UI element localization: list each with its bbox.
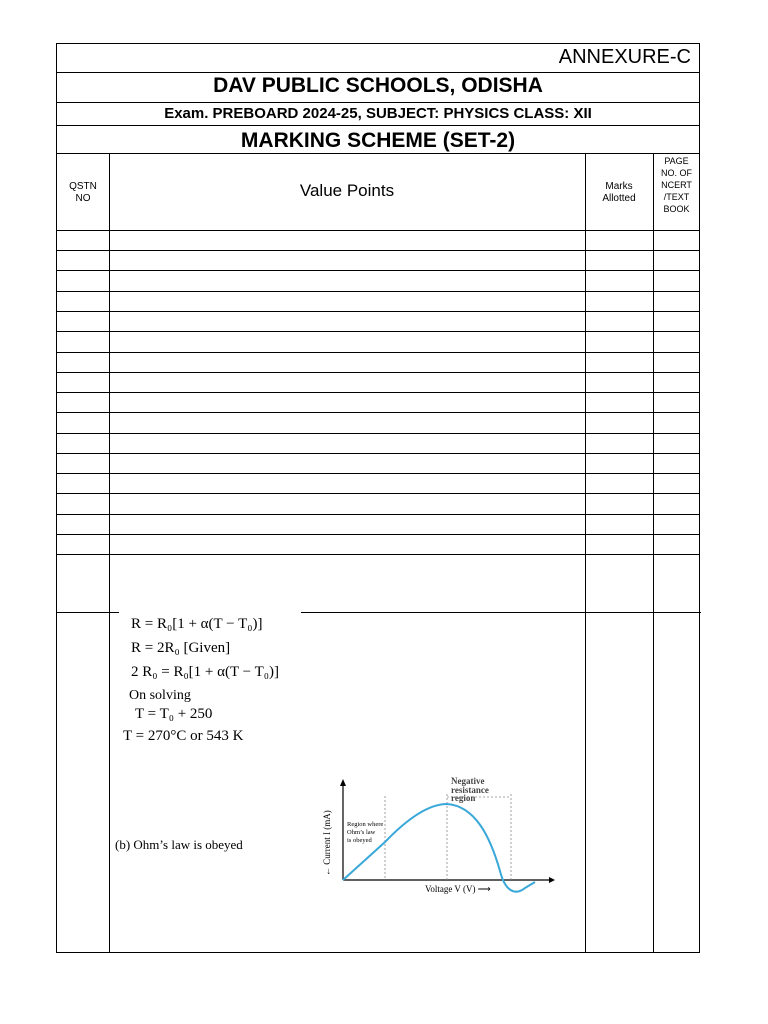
negative-region-label-line2: resistance — [451, 785, 489, 795]
col-value-points-header: Value Points — [299, 181, 395, 200]
table-row-line — [57, 453, 699, 454]
on-solving-text: On solving — [129, 688, 191, 703]
col-page-line3: NCERT — [661, 180, 692, 190]
table-row-line — [57, 554, 699, 555]
rule-school — [57, 102, 699, 103]
equation-given: R = 2R₀ [Given] — [131, 640, 231, 656]
rule-exam — [57, 125, 699, 126]
table-row-line — [57, 392, 699, 393]
col-divider-marks — [585, 153, 586, 953]
col-page-line5: BOOK — [663, 204, 690, 214]
col-qstn-line1: QSTN — [69, 181, 97, 192]
table-row-line — [57, 514, 699, 515]
table-row-line — [301, 612, 701, 613]
table-row-line — [57, 473, 699, 474]
table-row-line — [57, 250, 699, 251]
col-qstn-header — [57, 181, 109, 205]
col-page-line4: /TEXT — [663, 192, 690, 202]
equation-final-temperature: T = 270°C or 543 K — [123, 728, 244, 744]
exam-line: Exam. PREBOARD 2024-25, SUBJECT: PHYSICS CLASS: XII — [164, 105, 592, 122]
table-row-line — [57, 493, 699, 494]
col-page-header — [653, 155, 700, 215]
part-b-answer: (b) Ohm’s law is obeyed — [115, 837, 243, 852]
x-axis-label: Voltage V (V) ⟶ — [425, 884, 491, 894]
iv-curve — [343, 804, 535, 892]
x-axis-arrow-icon — [549, 877, 555, 883]
col-marks-line1: Marks — [605, 181, 633, 192]
scheme-title: MARKING SCHEME (SET-2) — [240, 129, 516, 152]
table-row-line — [57, 311, 699, 312]
table-row-line — [57, 612, 119, 613]
table-row-line — [57, 291, 699, 292]
rule-title — [57, 153, 699, 154]
col-divider-page — [653, 153, 654, 953]
marking-scheme-sheet — [56, 43, 700, 953]
table-row-line — [57, 372, 699, 373]
y-axis-arrow-icon — [340, 779, 346, 786]
col-marks-line2: Allotted — [602, 193, 636, 204]
table-row-line — [57, 352, 699, 353]
school-name: DAV PUBLIC SCHOOLS, ODISHA — [213, 74, 543, 97]
ohm-region-label-line2: Ohm’s law — [347, 829, 376, 836]
col-qstn-line2: NO — [75, 193, 91, 204]
table-row-line — [57, 412, 699, 413]
table-row-line — [57, 534, 699, 535]
col-page-line2: NO. OF — [661, 168, 692, 178]
negative-region-label-line3: region — [451, 793, 476, 803]
ohm-region-label-line1: Region where — [347, 821, 384, 828]
y-axis-label: ← Current I (mA) — [322, 810, 332, 876]
col-divider-qstn — [109, 153, 110, 953]
current-voltage-graph — [315, 776, 555, 896]
table-row-line — [57, 331, 699, 332]
rule-annexure — [57, 72, 699, 73]
annexure-label: ANNEXURE-C — [558, 46, 691, 68]
col-page-line1: PAGE — [664, 156, 689, 166]
equation-substituted: 2 R₀ = R₀[1 + α(T − T₀)] — [131, 664, 279, 680]
table-row-line — [57, 270, 699, 271]
table-row-line — [57, 230, 699, 231]
table-row-line — [57, 433, 699, 434]
equation-temperature-rise: T = T₀ + 250 — [135, 706, 213, 722]
equation-resistance-temperature: R = R₀[1 + α(T − T₀)] — [131, 616, 263, 632]
negative-region-label-line1: Negative — [451, 776, 485, 786]
col-marks-header — [585, 181, 653, 205]
ohm-region-label-line3: is obeyed — [347, 837, 372, 844]
